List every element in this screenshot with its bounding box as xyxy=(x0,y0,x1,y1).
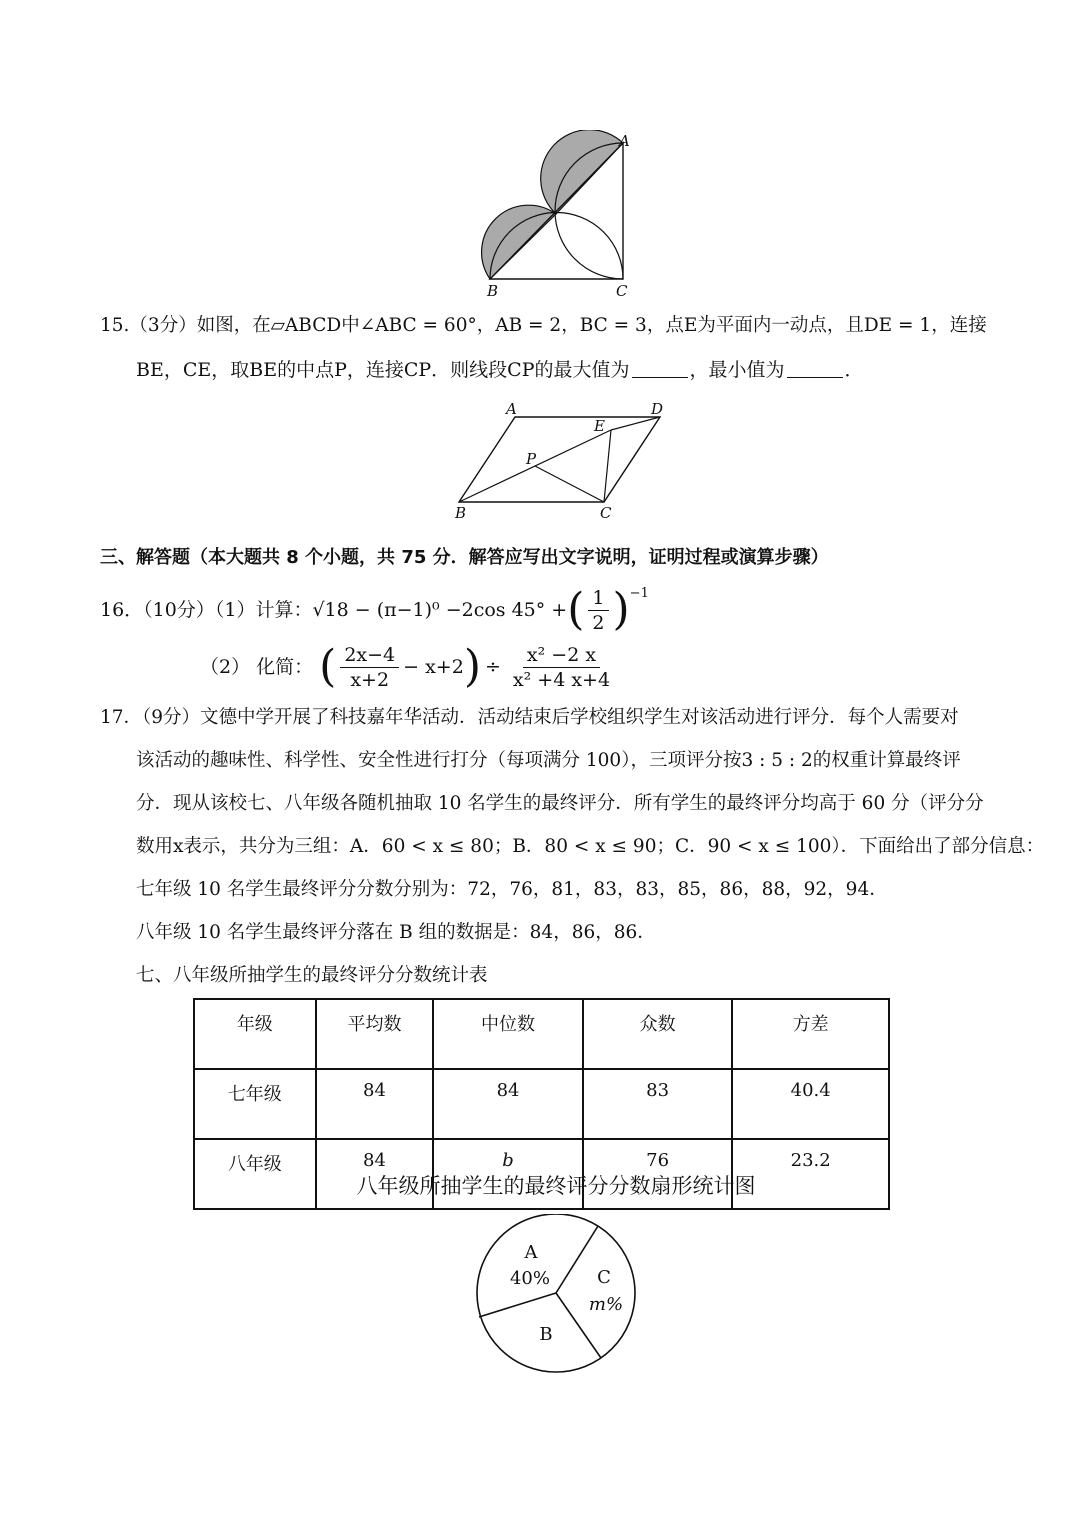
fraction-1 xyxy=(340,643,399,692)
table-cell: 83 xyxy=(583,1069,733,1139)
answer-blank-min[interactable] xyxy=(787,359,843,378)
label-a: A xyxy=(619,132,630,150)
pie-value-a: 40% xyxy=(509,1268,551,1289)
pie-label-a: A xyxy=(524,1242,538,1263)
pie-divider-ac xyxy=(556,1226,598,1293)
table-cell: 84 xyxy=(316,1139,434,1209)
q16-part1-expr: √18 − (π−1)⁰ −2cos 45° + xyxy=(312,599,568,621)
fraction-half xyxy=(588,586,608,635)
pie-label-b: B xyxy=(539,1324,553,1345)
pie-divider-ab xyxy=(479,1293,556,1317)
header-cell: 中位数 xyxy=(433,999,583,1069)
section-heading: 三、解答题（本大题共 8 个小题，共 75 分．解答应写出文字说明，证明过程或演算步骤） xyxy=(100,547,829,568)
shaded-segment-upper xyxy=(541,130,623,214)
header-cell: 平均数 xyxy=(316,999,434,1069)
q15-text-c: ． xyxy=(844,359,864,381)
q15-line2 xyxy=(136,356,864,384)
table-cell: 八年级 xyxy=(194,1139,316,1209)
paren-left: ( xyxy=(567,584,585,635)
divide-sign: ÷ xyxy=(484,656,501,678)
pie-label-c: C xyxy=(597,1267,611,1288)
label-a: A xyxy=(506,400,517,418)
label-b: B xyxy=(455,504,467,522)
q17-line4: 数用x表示，共分为三组：A．60 < x ≤ 80；B．80 < x ≤ 90；C．90 < x ≤ 100）．下面给出了部分信息： xyxy=(136,836,1045,857)
header-cell: 众数 xyxy=(583,999,733,1069)
figure-q14 xyxy=(470,130,640,300)
answer-blank-max[interactable] xyxy=(632,359,688,378)
q17-line6: 八年级 10 名学生最终评分落在 B 组的数据是：84，86，86． xyxy=(136,922,656,943)
q16-mid: − x+2 xyxy=(403,656,464,678)
paren-right: ) xyxy=(612,584,630,635)
label-e: E xyxy=(594,417,605,435)
q17-line2: 该活动的趣味性、科学性、安全性进行打分（每项满分 100），三项评分按3 : 5 : 2的权重计算最终评 xyxy=(136,750,961,771)
table-cell: 23.2 xyxy=(732,1139,889,1209)
label-p: P xyxy=(526,450,537,468)
q16-part1-prefix: 16．（10分）（1）计算： xyxy=(100,599,313,621)
fraction-2-num: x² −2 x xyxy=(523,643,600,668)
label-c: C xyxy=(600,504,612,522)
label-b: B xyxy=(487,282,499,300)
q16-part1 xyxy=(100,584,649,636)
fraction-2 xyxy=(509,643,614,692)
table-row xyxy=(194,1069,889,1139)
segment-ec xyxy=(604,430,611,502)
fraction-half-den: 2 xyxy=(592,611,605,634)
label-d: D xyxy=(651,400,664,418)
table-cell: b xyxy=(433,1139,583,1209)
table-cell: 76 xyxy=(583,1139,733,1209)
q15-text-a: BE，CE，取BE的中点P，连接CP．则线段CP的最大值为 xyxy=(136,359,630,381)
pie-title: 八年级所抽学生的最终评分分数扇形统计图 xyxy=(356,1174,756,1198)
table-cell: 40.4 xyxy=(732,1069,889,1139)
figure-q15 xyxy=(448,398,668,524)
q15-text-b: ，最小值为 xyxy=(689,359,785,381)
table-cell: 七年级 xyxy=(194,1069,316,1139)
fraction-1-num: 2x−4 xyxy=(340,643,399,668)
segment-pc xyxy=(535,466,604,502)
table-header-row xyxy=(194,999,889,1069)
fraction-half-num: 1 xyxy=(588,586,608,611)
parallelogram-abcd xyxy=(459,417,660,502)
q17-line1: 17．（9分）文德中学开展了科技嘉年华活动．活动结束后学校组织学生对该活动进行评分．每个人需要对 xyxy=(100,707,959,728)
q17-line3: 分．现从该校七、八年级各随机抽取 10 名学生的最终评分．所有学生的最终评分均高于 60 分（评分分 xyxy=(136,793,984,814)
table-cell: 84 xyxy=(316,1069,434,1139)
table-title: 七、八年级所抽学生的最终评分分数统计表 xyxy=(136,965,488,986)
q15-line1: 15.（3分）如图，在▱ABCD中∠ABC = 60°，AB = 2，BC = 3，点E为平面内一动点，且DE = 1，连接 xyxy=(100,315,987,336)
pie-chart xyxy=(470,1214,640,1380)
label-c: C xyxy=(616,282,628,300)
fraction-1-den: x+2 xyxy=(350,668,390,691)
q17-line5: 七年级 10 名学生最终评分分数分别为：72，76，81，83，83，85，86，88，92，94． xyxy=(136,879,888,900)
q16-part2-prefix: （2） 化简： xyxy=(200,656,314,678)
table-cell: 84 xyxy=(433,1069,583,1139)
paren-left: ( xyxy=(319,641,337,692)
q16-part2 xyxy=(200,640,618,694)
exponent: −1 xyxy=(629,586,649,601)
fraction-2-den: x² +4 x+4 xyxy=(512,668,611,691)
paren-right: ) xyxy=(463,641,481,692)
pie-value-c: m% xyxy=(588,1294,624,1315)
shaded-segment-lower xyxy=(482,205,556,279)
header-cell: 年级 xyxy=(194,999,316,1069)
header-cell: 方差 xyxy=(732,999,889,1069)
